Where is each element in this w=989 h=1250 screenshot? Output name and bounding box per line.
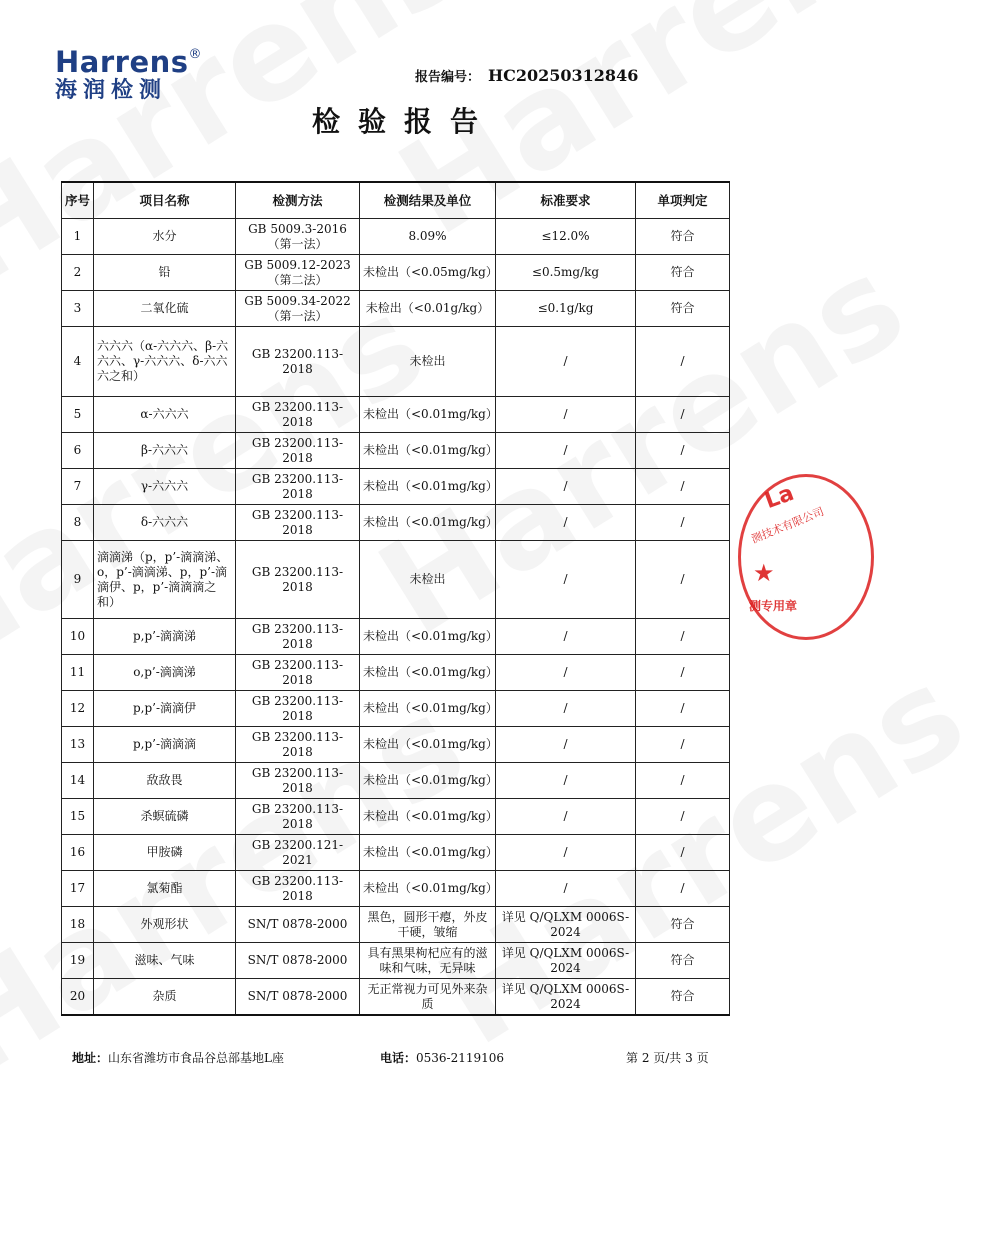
registered-mark: ® bbox=[188, 47, 203, 62]
cell-result: 未检出 bbox=[360, 327, 496, 397]
cell-item: 水分 bbox=[94, 219, 236, 255]
cell-item: p,p’-滴滴涕 bbox=[94, 619, 236, 655]
cell-result: 未检出（<0.01mg/kg） bbox=[360, 763, 496, 799]
logo-chinese: 海润检测 bbox=[55, 78, 168, 103]
table-row bbox=[62, 397, 730, 433]
cell-result: 未检出（<0.01mg/kg） bbox=[360, 835, 496, 871]
cell-standard: / bbox=[496, 691, 636, 727]
cell-method: GB 5009.34-2022（第一法） bbox=[236, 291, 360, 327]
cell-no: 16 bbox=[62, 835, 94, 871]
stamp-text: 测专用章 bbox=[749, 599, 798, 613]
table-row bbox=[62, 619, 730, 655]
cell-result: 未检出（<0.01mg/kg） bbox=[360, 691, 496, 727]
cell-item: α-六六六 bbox=[94, 397, 236, 433]
cell-result: 黑色，圆形干瘪，外皮干硬，皱缩 bbox=[360, 907, 496, 943]
cell-item: δ-六六六 bbox=[94, 505, 236, 541]
cell-result: 未检出（<0.01mg/kg） bbox=[360, 619, 496, 655]
cell-method: GB 5009.3-2016（第一法） bbox=[236, 219, 360, 255]
cell-standard: / bbox=[496, 835, 636, 871]
cell-item: 氯菊酯 bbox=[94, 871, 236, 907]
page-title: 检验报告 bbox=[311, 105, 496, 138]
header-judgment: 单项判定 bbox=[636, 182, 730, 219]
cell-item: 铅 bbox=[94, 255, 236, 291]
cell-judgment: 符合 bbox=[636, 219, 730, 255]
address-value: 山东省潍坊市食品谷总部基地L座 bbox=[108, 1051, 284, 1065]
cell-item: 敌敌畏 bbox=[94, 763, 236, 799]
cell-method: GB 23200.113-2018 bbox=[236, 871, 360, 907]
cell-result: 未检出（<0.01mg/kg） bbox=[360, 505, 496, 541]
cell-standard: ≤0.5mg/kg bbox=[496, 255, 636, 291]
cell-method: SN/T 0878-2000 bbox=[236, 979, 360, 1016]
cell-result: 未检出（<0.01mg/kg） bbox=[360, 469, 496, 505]
page-number: 第 2 页/共 3 页 bbox=[626, 1051, 709, 1065]
cell-no: 2 bbox=[62, 255, 94, 291]
cell-standard: / bbox=[496, 655, 636, 691]
cell-no: 3 bbox=[62, 291, 94, 327]
cell-method: GB 23200.121-2021 bbox=[236, 835, 360, 871]
cell-method: GB 23200.113-2018 bbox=[236, 433, 360, 469]
cell-standard: / bbox=[496, 327, 636, 397]
cell-standard: / bbox=[496, 619, 636, 655]
table-row bbox=[62, 691, 730, 727]
cell-no: 19 bbox=[62, 943, 94, 979]
cell-no: 7 bbox=[62, 469, 94, 505]
stamp-text: La bbox=[761, 480, 798, 515]
cell-result: 无正常视力可见外来杂质 bbox=[360, 979, 496, 1016]
cell-judgment: / bbox=[636, 835, 730, 871]
company-logo bbox=[55, 40, 202, 105]
cell-method: GB 23200.113-2018 bbox=[236, 469, 360, 505]
cell-result: 未检出（<0.05mg/kg） bbox=[360, 255, 496, 291]
table-row bbox=[62, 835, 730, 871]
cell-standard: 详见 Q/QLXM 0006S-2024 bbox=[496, 943, 636, 979]
cell-item: p,p’-滴滴滴 bbox=[94, 727, 236, 763]
footer-phone bbox=[380, 1049, 504, 1066]
logo-english: Harrens bbox=[55, 45, 189, 79]
cell-standard: / bbox=[496, 505, 636, 541]
header-result: 检测结果及单位 bbox=[360, 182, 496, 219]
cell-result: 未检出（<0.01mg/kg） bbox=[360, 433, 496, 469]
table-row bbox=[62, 327, 730, 397]
results-table bbox=[61, 181, 730, 1016]
cell-method: SN/T 0878-2000 bbox=[236, 907, 360, 943]
cell-item: β-六六六 bbox=[94, 433, 236, 469]
report-number-value: HC20250312846 bbox=[488, 66, 639, 85]
cell-method: GB 23200.113-2018 bbox=[236, 655, 360, 691]
cell-result: 未检出 bbox=[360, 541, 496, 619]
cell-result: 未检出（<0.01mg/kg） bbox=[360, 397, 496, 433]
cell-method: GB 23200.113-2018 bbox=[236, 619, 360, 655]
cell-method: GB 23200.113-2018 bbox=[236, 763, 360, 799]
cell-item: 杀螟硫磷 bbox=[94, 799, 236, 835]
cell-no: 14 bbox=[62, 763, 94, 799]
cell-judgment: / bbox=[636, 397, 730, 433]
table-row bbox=[62, 943, 730, 979]
cell-method: GB 23200.113-2018 bbox=[236, 691, 360, 727]
address-label: 地址： bbox=[72, 1051, 109, 1065]
cell-result: 未检出（<0.01mg/kg） bbox=[360, 727, 496, 763]
cell-standard: / bbox=[496, 469, 636, 505]
table-row bbox=[62, 469, 730, 505]
header-item: 项目名称 bbox=[94, 182, 236, 219]
cell-judgment: 符合 bbox=[636, 943, 730, 979]
cell-result: 未检出（<0.01mg/kg） bbox=[360, 655, 496, 691]
cell-item: 滋味、气味 bbox=[94, 943, 236, 979]
cell-result: 未检出（<0.01g/kg） bbox=[360, 291, 496, 327]
table-row bbox=[62, 291, 730, 327]
cell-method: GB 23200.113-2018 bbox=[236, 541, 360, 619]
cell-no: 8 bbox=[62, 505, 94, 541]
cell-item: 二氧化硫 bbox=[94, 291, 236, 327]
table-row bbox=[62, 979, 730, 1016]
cell-standard: / bbox=[496, 871, 636, 907]
cell-item: 六六六（α-六六六、β-六六六、γ-六六六、δ-六六六之和） bbox=[94, 327, 236, 397]
cell-no: 11 bbox=[62, 655, 94, 691]
cell-judgment: 符合 bbox=[636, 255, 730, 291]
header-no: 序号 bbox=[62, 182, 94, 219]
cell-judgment: 符合 bbox=[636, 979, 730, 1016]
cell-no: 5 bbox=[62, 397, 94, 433]
cell-result: 未检出（<0.01mg/kg） bbox=[360, 799, 496, 835]
cell-no: 12 bbox=[62, 691, 94, 727]
cell-judgment: 符合 bbox=[636, 291, 730, 327]
cell-judgment: / bbox=[636, 327, 730, 397]
cell-standard: / bbox=[496, 727, 636, 763]
cell-no: 20 bbox=[62, 979, 94, 1016]
table-row bbox=[62, 255, 730, 291]
cell-result: 具有黑果枸杞应有的滋味和气味，无异味 bbox=[360, 943, 496, 979]
cell-judgment: / bbox=[636, 871, 730, 907]
red-seal-stamp bbox=[738, 474, 874, 640]
cell-no: 1 bbox=[62, 219, 94, 255]
report-number bbox=[415, 66, 638, 85]
table-row bbox=[62, 655, 730, 691]
cell-no: 17 bbox=[62, 871, 94, 907]
cell-method: GB 23200.113-2018 bbox=[236, 327, 360, 397]
cell-judgment: / bbox=[636, 505, 730, 541]
cell-method: GB 23200.113-2018 bbox=[236, 799, 360, 835]
cell-no: 13 bbox=[62, 727, 94, 763]
cell-standard: 详见 Q/QLXM 0006S-2024 bbox=[496, 907, 636, 943]
footer-address bbox=[72, 1049, 284, 1066]
cell-method: GB 23200.113-2018 bbox=[236, 505, 360, 541]
cell-method: GB 23200.113-2018 bbox=[236, 727, 360, 763]
cell-judgment: / bbox=[636, 763, 730, 799]
cell-standard: / bbox=[496, 397, 636, 433]
table-row bbox=[62, 219, 730, 255]
cell-item: 甲胺磷 bbox=[94, 835, 236, 871]
cell-no: 4 bbox=[62, 327, 94, 397]
cell-judgment: / bbox=[636, 433, 730, 469]
table-row bbox=[62, 799, 730, 835]
report-number-label: 报告编号： bbox=[415, 70, 481, 85]
table-row bbox=[62, 907, 730, 943]
cell-method: SN/T 0878-2000 bbox=[236, 943, 360, 979]
cell-method: GB 5009.12-2023（第二法） bbox=[236, 255, 360, 291]
cell-judgment: / bbox=[636, 799, 730, 835]
table-row bbox=[62, 727, 730, 763]
table-header-row bbox=[62, 182, 730, 219]
star-icon: ★ bbox=[753, 559, 775, 587]
cell-item: 外观形状 bbox=[94, 907, 236, 943]
stamp-text: 测技术有限公司 bbox=[749, 505, 826, 546]
table-row bbox=[62, 433, 730, 469]
cell-no: 18 bbox=[62, 907, 94, 943]
cell-item: o,p’-滴滴涕 bbox=[94, 655, 236, 691]
cell-no: 9 bbox=[62, 541, 94, 619]
cell-standard: 详见 Q/QLXM 0006S-2024 bbox=[496, 979, 636, 1016]
cell-standard: / bbox=[496, 433, 636, 469]
cell-item: 杂质 bbox=[94, 979, 236, 1016]
phone-label: 电话： bbox=[380, 1051, 417, 1065]
cell-item: γ-六六六 bbox=[94, 469, 236, 505]
table-row bbox=[62, 763, 730, 799]
table-row bbox=[62, 505, 730, 541]
phone-value: 0536-2119106 bbox=[416, 1051, 505, 1065]
cell-standard: ≤12.0% bbox=[496, 219, 636, 255]
cell-judgment: / bbox=[636, 541, 730, 619]
cell-judgment: 符合 bbox=[636, 907, 730, 943]
cell-result: 8.09% bbox=[360, 219, 496, 255]
cell-judgment: / bbox=[636, 619, 730, 655]
cell-standard: / bbox=[496, 541, 636, 619]
cell-standard: / bbox=[496, 763, 636, 799]
cell-item: p,p’-滴滴伊 bbox=[94, 691, 236, 727]
cell-no: 10 bbox=[62, 619, 94, 655]
cell-judgment: / bbox=[636, 469, 730, 505]
table-row bbox=[62, 541, 730, 619]
table-row bbox=[62, 871, 730, 907]
header-method: 检测方法 bbox=[236, 182, 360, 219]
cell-item: 滴滴涕（p，p’-滴滴涕、o，p’-滴滴涕、p，p’-滴滴伊、p，p’-滴滴滴之和） bbox=[94, 541, 236, 619]
cell-judgment: / bbox=[636, 691, 730, 727]
header-standard: 标准要求 bbox=[496, 182, 636, 219]
cell-no: 6 bbox=[62, 433, 94, 469]
cell-judgment: / bbox=[636, 655, 730, 691]
cell-judgment: / bbox=[636, 727, 730, 763]
cell-no: 15 bbox=[62, 799, 94, 835]
cell-result: 未检出（<0.01mg/kg） bbox=[360, 871, 496, 907]
cell-method: GB 23200.113-2018 bbox=[236, 397, 360, 433]
cell-standard: ≤0.1g/kg bbox=[496, 291, 636, 327]
cell-standard: / bbox=[496, 799, 636, 835]
